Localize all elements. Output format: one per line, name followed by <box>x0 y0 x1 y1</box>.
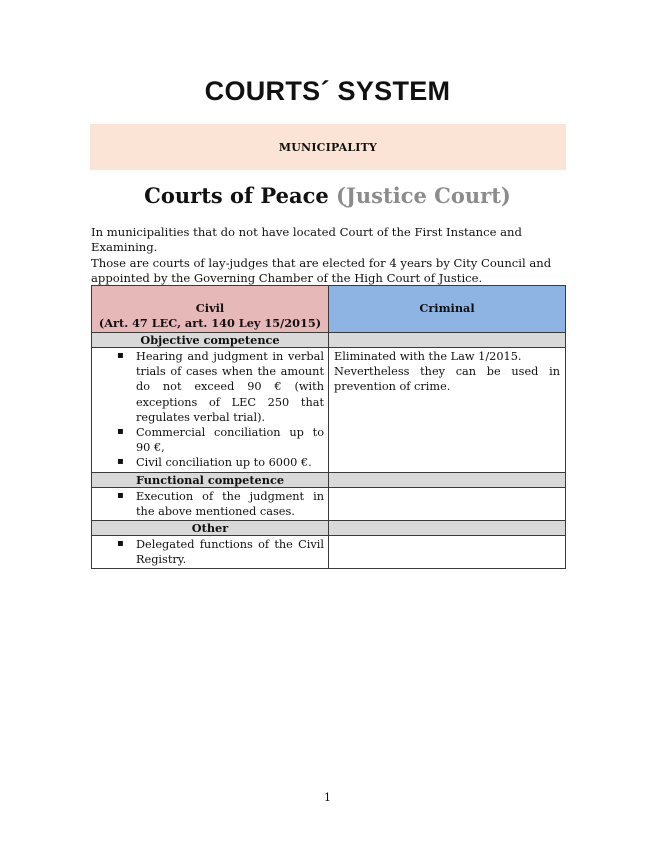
list-item: ▪ Delegated functions of the Civil Registry. <box>136 537 324 567</box>
list-item: ▪ Civil conciliation up to 6000 €. <box>136 455 324 470</box>
criminal-cell <box>329 348 566 473</box>
criminal-line: Nevertheless they can be used in prevention of crime. <box>334 365 560 394</box>
civil-header-cell <box>92 286 329 333</box>
subheader-blank-cell <box>329 521 566 536</box>
court-alias: (Justice Court) <box>336 183 511 208</box>
table-row <box>92 536 566 569</box>
criminal-header-cell <box>329 286 566 333</box>
section-label: MUNICIPALITY <box>278 140 378 154</box>
civil-list <box>92 348 328 472</box>
civil-cell <box>92 348 329 473</box>
page-title: COURTS´ SYSTEM <box>204 76 451 106</box>
table-row <box>92 348 566 473</box>
criminal-cell-empty <box>329 536 566 569</box>
list-item: ▪ Commercial conciliation up to 90 €, <box>136 425 324 455</box>
court-name: Courts of Peace <box>144 183 329 208</box>
competence-table <box>91 285 566 569</box>
intro-line: Those are courts of lay-judges that are elected for 4 years by City Council and <box>91 255 552 270</box>
civil-list <box>92 488 328 520</box>
table-row <box>92 487 566 520</box>
table-subheader-row <box>92 521 566 536</box>
criminal-cell-empty <box>329 487 566 520</box>
civil-header-reference: (Art. 47 LEC, art. 140 Ley 15/2015) <box>98 316 322 330</box>
civil-header: Civil <box>195 301 225 315</box>
table-subheader-row <box>92 333 566 348</box>
civil-cell <box>92 536 329 569</box>
intro-paragraph <box>91 225 561 286</box>
section-title-other: Other <box>92 521 329 536</box>
criminal-text <box>329 348 565 396</box>
section-band-municipality <box>90 124 566 170</box>
section-title-functional-competence: Functional competence <box>92 472 329 487</box>
page-number: 1 <box>324 791 331 804</box>
criminal-header: Criminal <box>419 301 475 316</box>
subheader-blank-cell <box>329 333 566 348</box>
intro-line: appointed by the Governing Chamber of the High Court of Justice. <box>91 270 483 285</box>
criminal-line: Eliminated with the Law 1/2015. <box>334 350 522 363</box>
section-title-objective-competence: Objective competence <box>92 333 329 348</box>
table-header-row <box>92 286 566 333</box>
subheader-blank-cell <box>329 472 566 487</box>
civil-list <box>92 536 328 568</box>
list-item: ▪ Hearing and judgment in verbal trials of cases when the amount do not exceed 90 € (with exceptions of LEC 250 that regulates verbal trial). <box>136 349 324 425</box>
court-title <box>0 183 655 208</box>
list-item: ▪ Execution of the judgment in the above mentioned cases. <box>136 489 324 519</box>
table-subheader-row <box>92 472 566 487</box>
civil-cell <box>92 487 329 520</box>
intro-line: In municipalities that do not have located Court of the First Instance and Examining. <box>91 225 522 255</box>
